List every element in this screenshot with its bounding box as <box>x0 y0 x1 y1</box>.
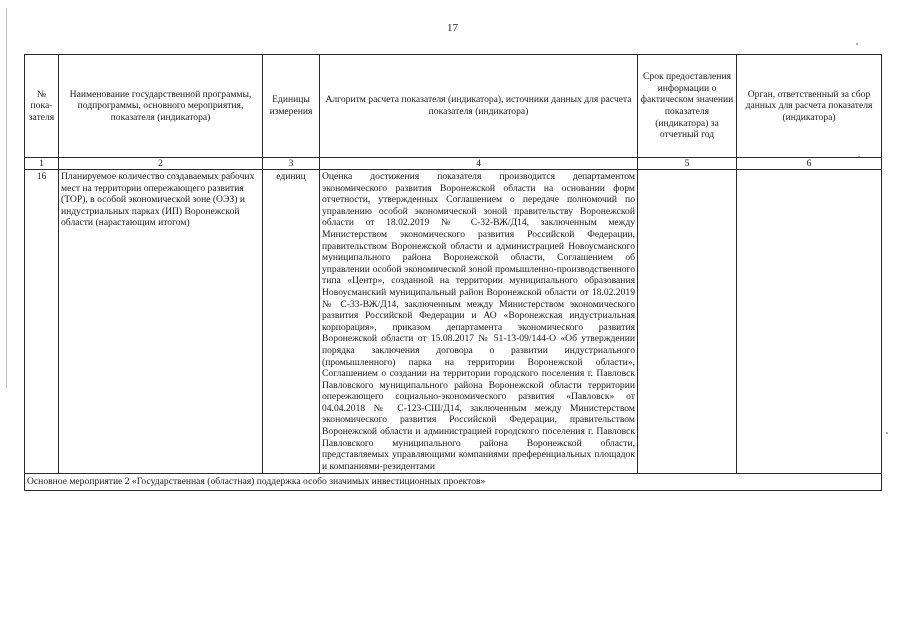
column-number: 6 <box>737 158 882 170</box>
indicator-table <box>24 54 882 491</box>
scan-speck <box>856 43 858 45</box>
row-algorithm: Оценка достижения показателя производится департаментом экономического развития Воронежской области на основании форм отчетности, утвержденных Соглашением о передаче полномочий по управлению особой экономической зоной правительству Воронежской области от 18.02.2019 № С-32-ВЖ/Д14, заключенным между Министерством экономического развития Российской Федерации, правительством Воронежской области и администрацией Новоусманского муниципального района Воронежской области, Соглашением об управлении особой экономической зоной промышленно-производственного типа «Центр», созданной на территории муниципального образования Новоусманский муниципальный район Воронежской области от 18.02.2019 № С-33-ВЖ/Д14, заключенным между Министерством экономического развития Российской Федерации и АО «Воронежская индустриальная корпорация», приказом департамента экономического развития Воронежской области от 15.08.2017 № 51-13-09/144-О «Об утверждении порядка заключения договора о развитии индустриального (промышленного) парка на территории Воронежской области», Соглашением о создании на территории городского поселения г. Павловск Павловского муниципального района Воронежской области территории опережающего социально-экономического развития «Павловск» от 04.04.2018 № С-123-СШ/Д14, заключенным между Министерством экономического развития Российской Федерации, правительством Воронежской области и администрацией городского поселения г. Павловск Павловского муниципального района Воронежской области, представляемых управляющими компаниями преференциальных площадок и компаниями-резидентами <box>320 170 638 474</box>
column-number: 5 <box>638 158 737 170</box>
header-algorithm: Алгоритм расчета показателя (индикатора), источники данных для расчета показателя (индикатора) <box>320 55 638 158</box>
row-deadline <box>638 170 737 474</box>
header-unit: Единицы измерения <box>263 55 320 158</box>
column-number: 4 <box>320 158 638 170</box>
column-number: 3 <box>263 158 320 170</box>
row-number: 16 <box>25 170 59 474</box>
main-activity-title: Основное мероприятие 2 «Государственная (областная) поддержка особо значимых инвестиционных проектов» <box>25 474 882 491</box>
header-number: № пока-зателя <box>25 55 59 158</box>
row-responsible <box>737 170 882 474</box>
header-deadline: Срок предоставления информации о фактическом значении показателя (индикатора) за отчетный год <box>638 55 737 158</box>
header-row <box>25 55 882 158</box>
row-unit: единиц <box>263 170 320 474</box>
column-number: 2 <box>59 158 263 170</box>
scan-margin-line <box>6 8 7 388</box>
column-numbers-row <box>25 158 882 170</box>
header-responsible: Орган, ответственный за сбор данных для расчета показателя (индикатора) <box>737 55 882 158</box>
table-row <box>25 170 882 474</box>
header-name: Наименование государственной программы, подпрограммы, основного мероприятия, показателя (индикатора) <box>59 55 263 158</box>
scan-speck <box>886 432 888 434</box>
row-indicator-name: Планируемое количество создаваемых рабочих мест на территории опережающего развития (ТОР), в особой экономической зоне (ОЭЗ) и индустриальных парках (ИП) Воронежской области (нарастающим итогом) <box>59 170 263 474</box>
page-number: 17 <box>447 22 458 34</box>
main-activity-row <box>25 474 882 491</box>
column-number: 1 <box>25 158 59 170</box>
